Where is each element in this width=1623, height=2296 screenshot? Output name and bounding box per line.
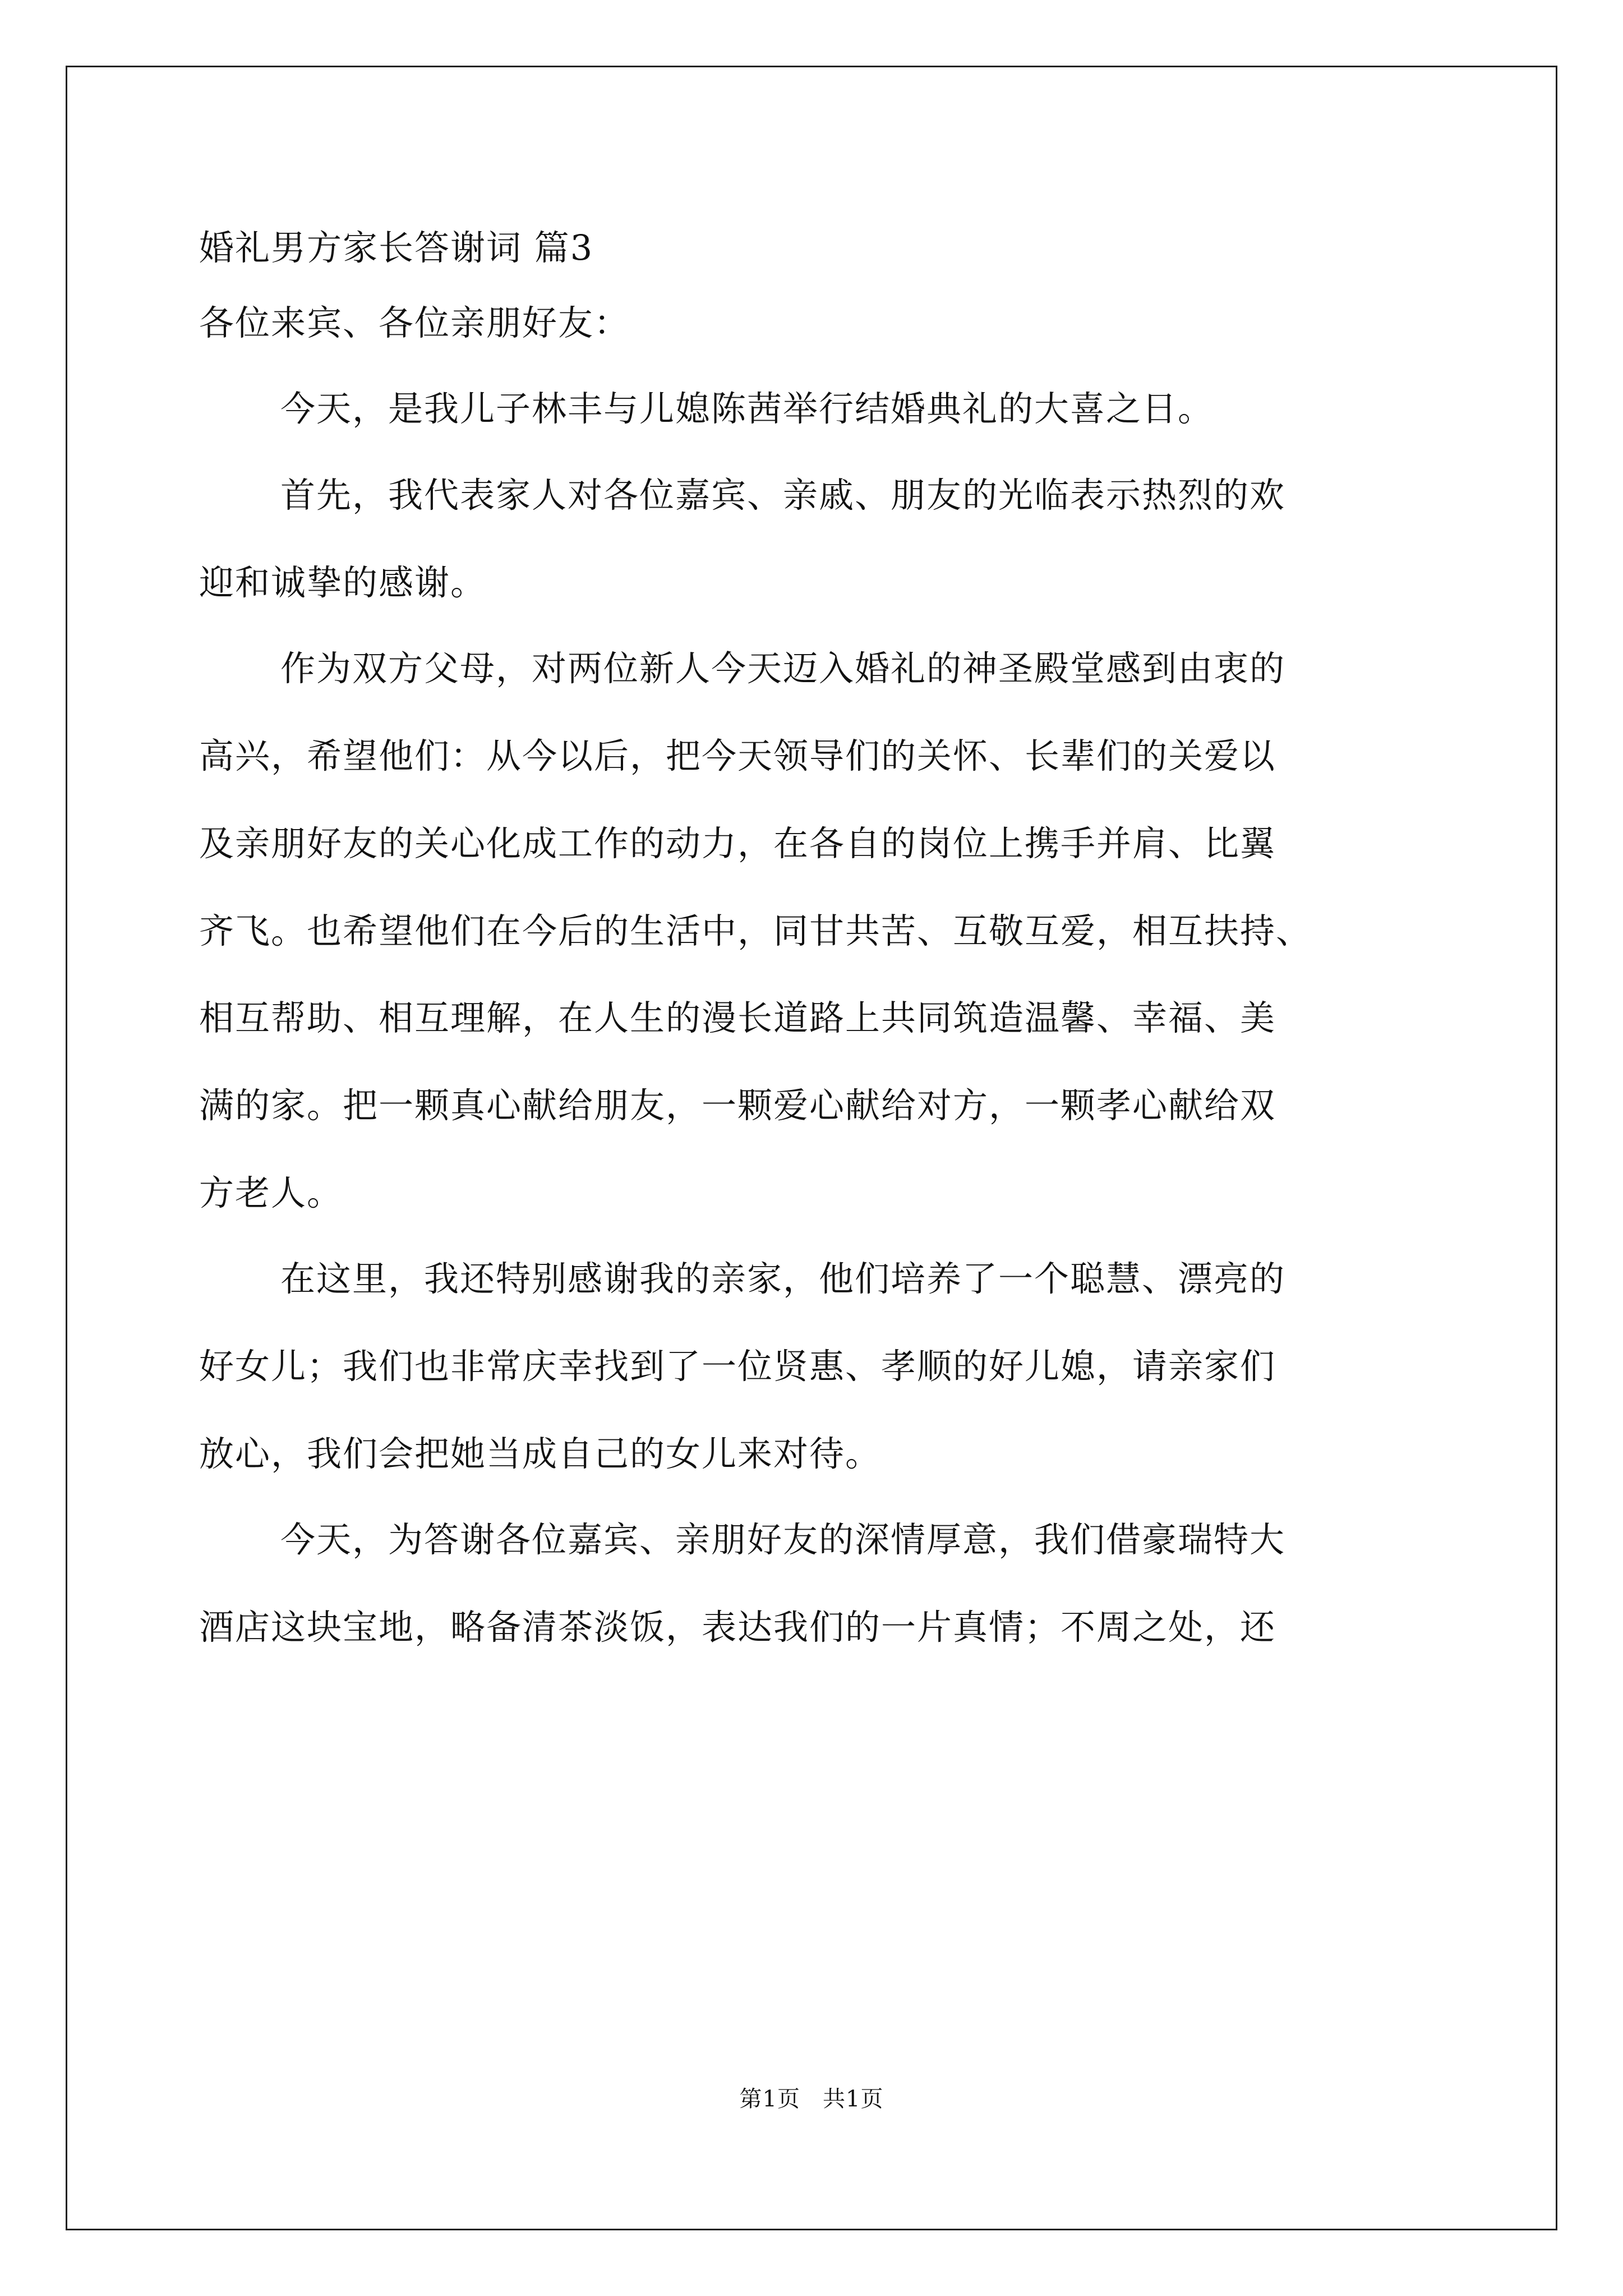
paragraph-line: 方老人。: [199, 1172, 343, 1213]
paragraph-2: [199, 472, 1422, 606]
paragraph-line: 相互帮助、相互理解，在人生的漫长道路上共同筑造温馨、幸福、美: [199, 997, 1276, 1039]
paragraph-line: 及亲朋好友的关心化成工作的动力，在各自的岗位上携手并肩、比翼: [199, 822, 1276, 864]
paragraph-line: 今天，是我儿子林丰与儿媳陈茜举行结婚典礼的大喜之日。: [280, 388, 1214, 430]
paragraph-5: [199, 1516, 1422, 1650]
paragraph-4: [199, 1255, 1422, 1477]
paragraph-line: 放心，我们会把她当成自己的女儿来对待。: [199, 1433, 882, 1474]
document-body: [199, 224, 1422, 1690]
paragraph-line: 高兴，希望他们：从今以后，把今天领导们的关怀、长辈们的关爱以: [199, 735, 1276, 777]
paragraph-line: 在这里，我还特别感谢我的亲家，他们培养了一个聪慧、漂亮的: [280, 1258, 1286, 1300]
page-total: 共1页: [823, 2086, 884, 2112]
paragraph-line: 首先，我代表家人对各位嘉宾、亲戚、朋友的光临表示热烈的欢: [280, 475, 1286, 516]
paragraph-line: 迎和诚挚的感谢。: [199, 562, 487, 603]
paragraph-line: 今天，为答谢各位嘉宾、亲朋好友的深情厚意，我们借豪瑞特大: [280, 1519, 1286, 1561]
paragraph-line: 满的家。把一颗真心献给朋友，一颗爱心献给对方，一颗孝心献给双: [199, 1084, 1276, 1126]
page-footer: [0, 2086, 1623, 2113]
paragraph-line: 酒店这块宝地，略备清茶淡饭，表达我们的一片真情；不周之处，还: [199, 1607, 1276, 1648]
paragraph-line: 好女儿；我们也非常庆幸找到了一位贤惠、孝顺的好儿媳，请亲家们: [199, 1345, 1276, 1387]
document-title: 婚礼男方家长答谢词 篇3: [199, 227, 594, 268]
paragraph-3: [199, 645, 1422, 1216]
salutation: 各位来宾、各位亲朋好友：: [199, 302, 630, 343]
paragraph-line: 作为双方父母，对两位新人今天迈入婚礼的神圣殿堂感到由衷的: [280, 648, 1286, 689]
page-number: 第1页: [739, 2086, 800, 2112]
paragraph-1: [199, 385, 1422, 432]
paragraph-line: 齐飞。也希望他们在今后的生活中，同甘共苦、互敬互爱，相互扶持、: [199, 910, 1312, 951]
